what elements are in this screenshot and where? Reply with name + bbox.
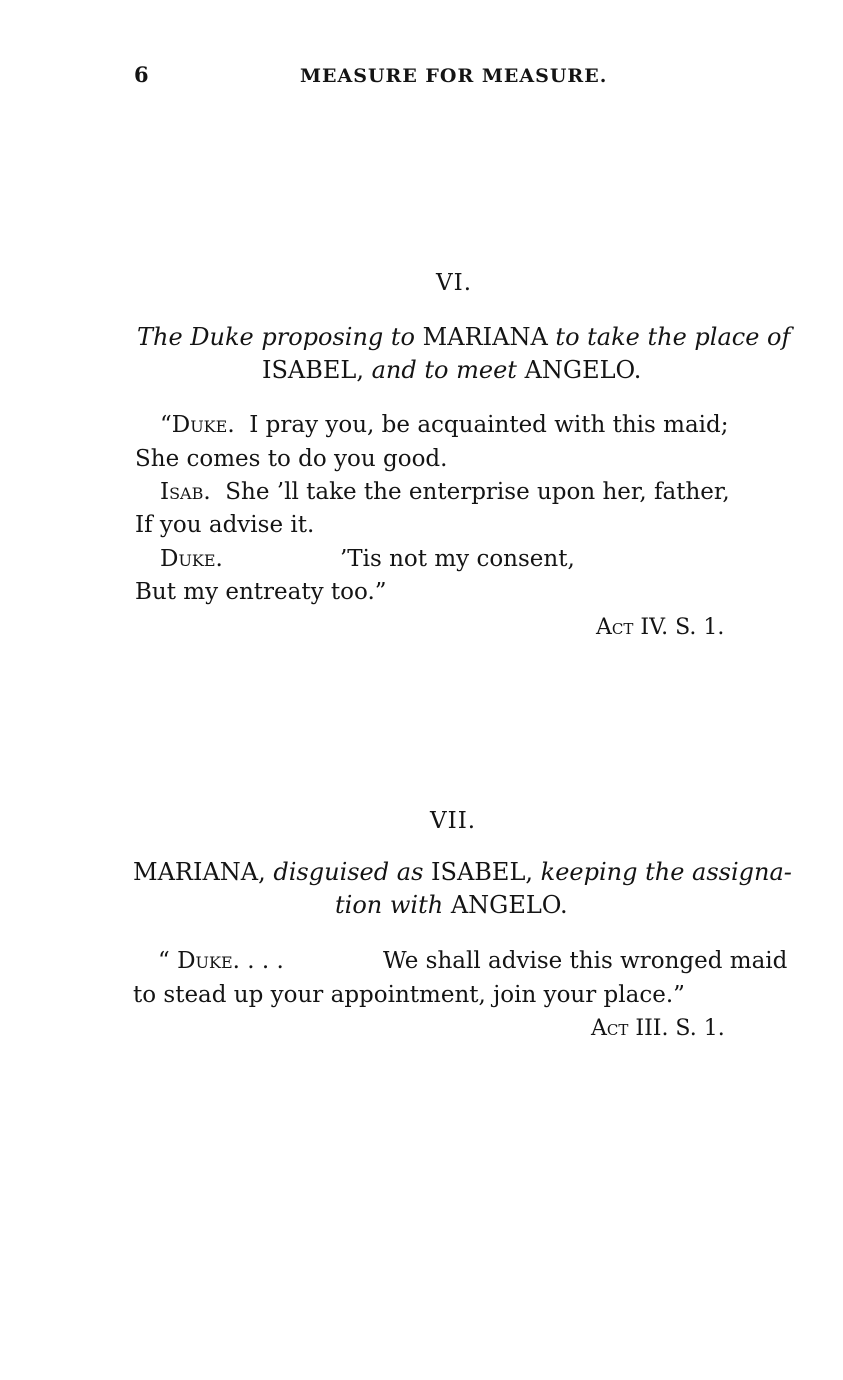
caption-roman: MARIANA, [133,858,266,886]
speaker-name: “ Duke. [158,948,240,974]
running-title: MEASURE FOR MEASURE. [300,65,608,87]
caption-vii-line1 [133,858,792,886]
caption-italic: tion with [335,891,444,919]
quote-text: to stead up your appointment, join your place.” [133,982,685,1008]
act-scene: III. S. 1. [635,1016,725,1041]
quote-vi-line2 [135,446,447,472]
caption-roman: ISABEL, [431,858,534,886]
quote-vi-line3 [160,479,730,505]
quote-vii-line1-text [383,948,787,974]
quote-vii-line1-speaker [158,948,284,974]
caption-italic: disguised as [273,858,424,886]
caption-italic: to take the place of [555,323,791,351]
quote-vi-line6 [135,579,387,605]
ellipsis-dots: . . . [247,948,284,974]
quote-text: If you advise it. [135,512,315,538]
quote-text: We shall advise this wronged maid [383,948,788,974]
page-number: 6 [134,62,149,87]
caption-vi-line1 [137,323,790,351]
quote-text: ’Tis not my consent, [340,546,575,572]
act-reference-vii [591,1016,725,1041]
caption-roman: MARIANA [422,323,548,351]
act-scene: IV. S. 1. [640,615,725,640]
caption-italic: keeping the assigna- [540,858,792,886]
act-label: Act [591,1016,629,1041]
caption-vii-line2 [335,891,568,919]
quote-vi-line4 [135,512,314,538]
quote-text: She comes to do you good. [135,446,448,472]
section-numeral-vi: VI. [436,270,473,296]
speaker-name: Duke. [160,546,223,572]
speaker-name: Isab. [160,479,211,505]
caption-italic: and to meet [371,356,517,384]
quote-vii-line2 [133,982,685,1008]
caption-roman: ISABEL, [262,356,364,384]
act-label: Act [596,615,634,640]
quote-text: But my entreaty too.” [135,579,387,605]
caption-roman: ANGELO. [524,356,642,384]
speaker-name: “Duke. [160,412,235,438]
quote-vi-line5-text [340,546,575,572]
quote-text: I pray you, be acquainted with this maid; [249,412,729,438]
quote-vi-line5-speaker [160,546,223,572]
caption-vi-line2 [262,356,641,384]
act-reference-vi [596,615,724,640]
section-numeral-vii: VII. [430,808,477,834]
quote-text: She ’ll take the enterprise upon her, father, [225,479,730,505]
caption-roman: ANGELO. [450,891,568,919]
caption-italic: The Duke proposing to [137,323,416,351]
quote-vi-line1 [160,412,729,438]
